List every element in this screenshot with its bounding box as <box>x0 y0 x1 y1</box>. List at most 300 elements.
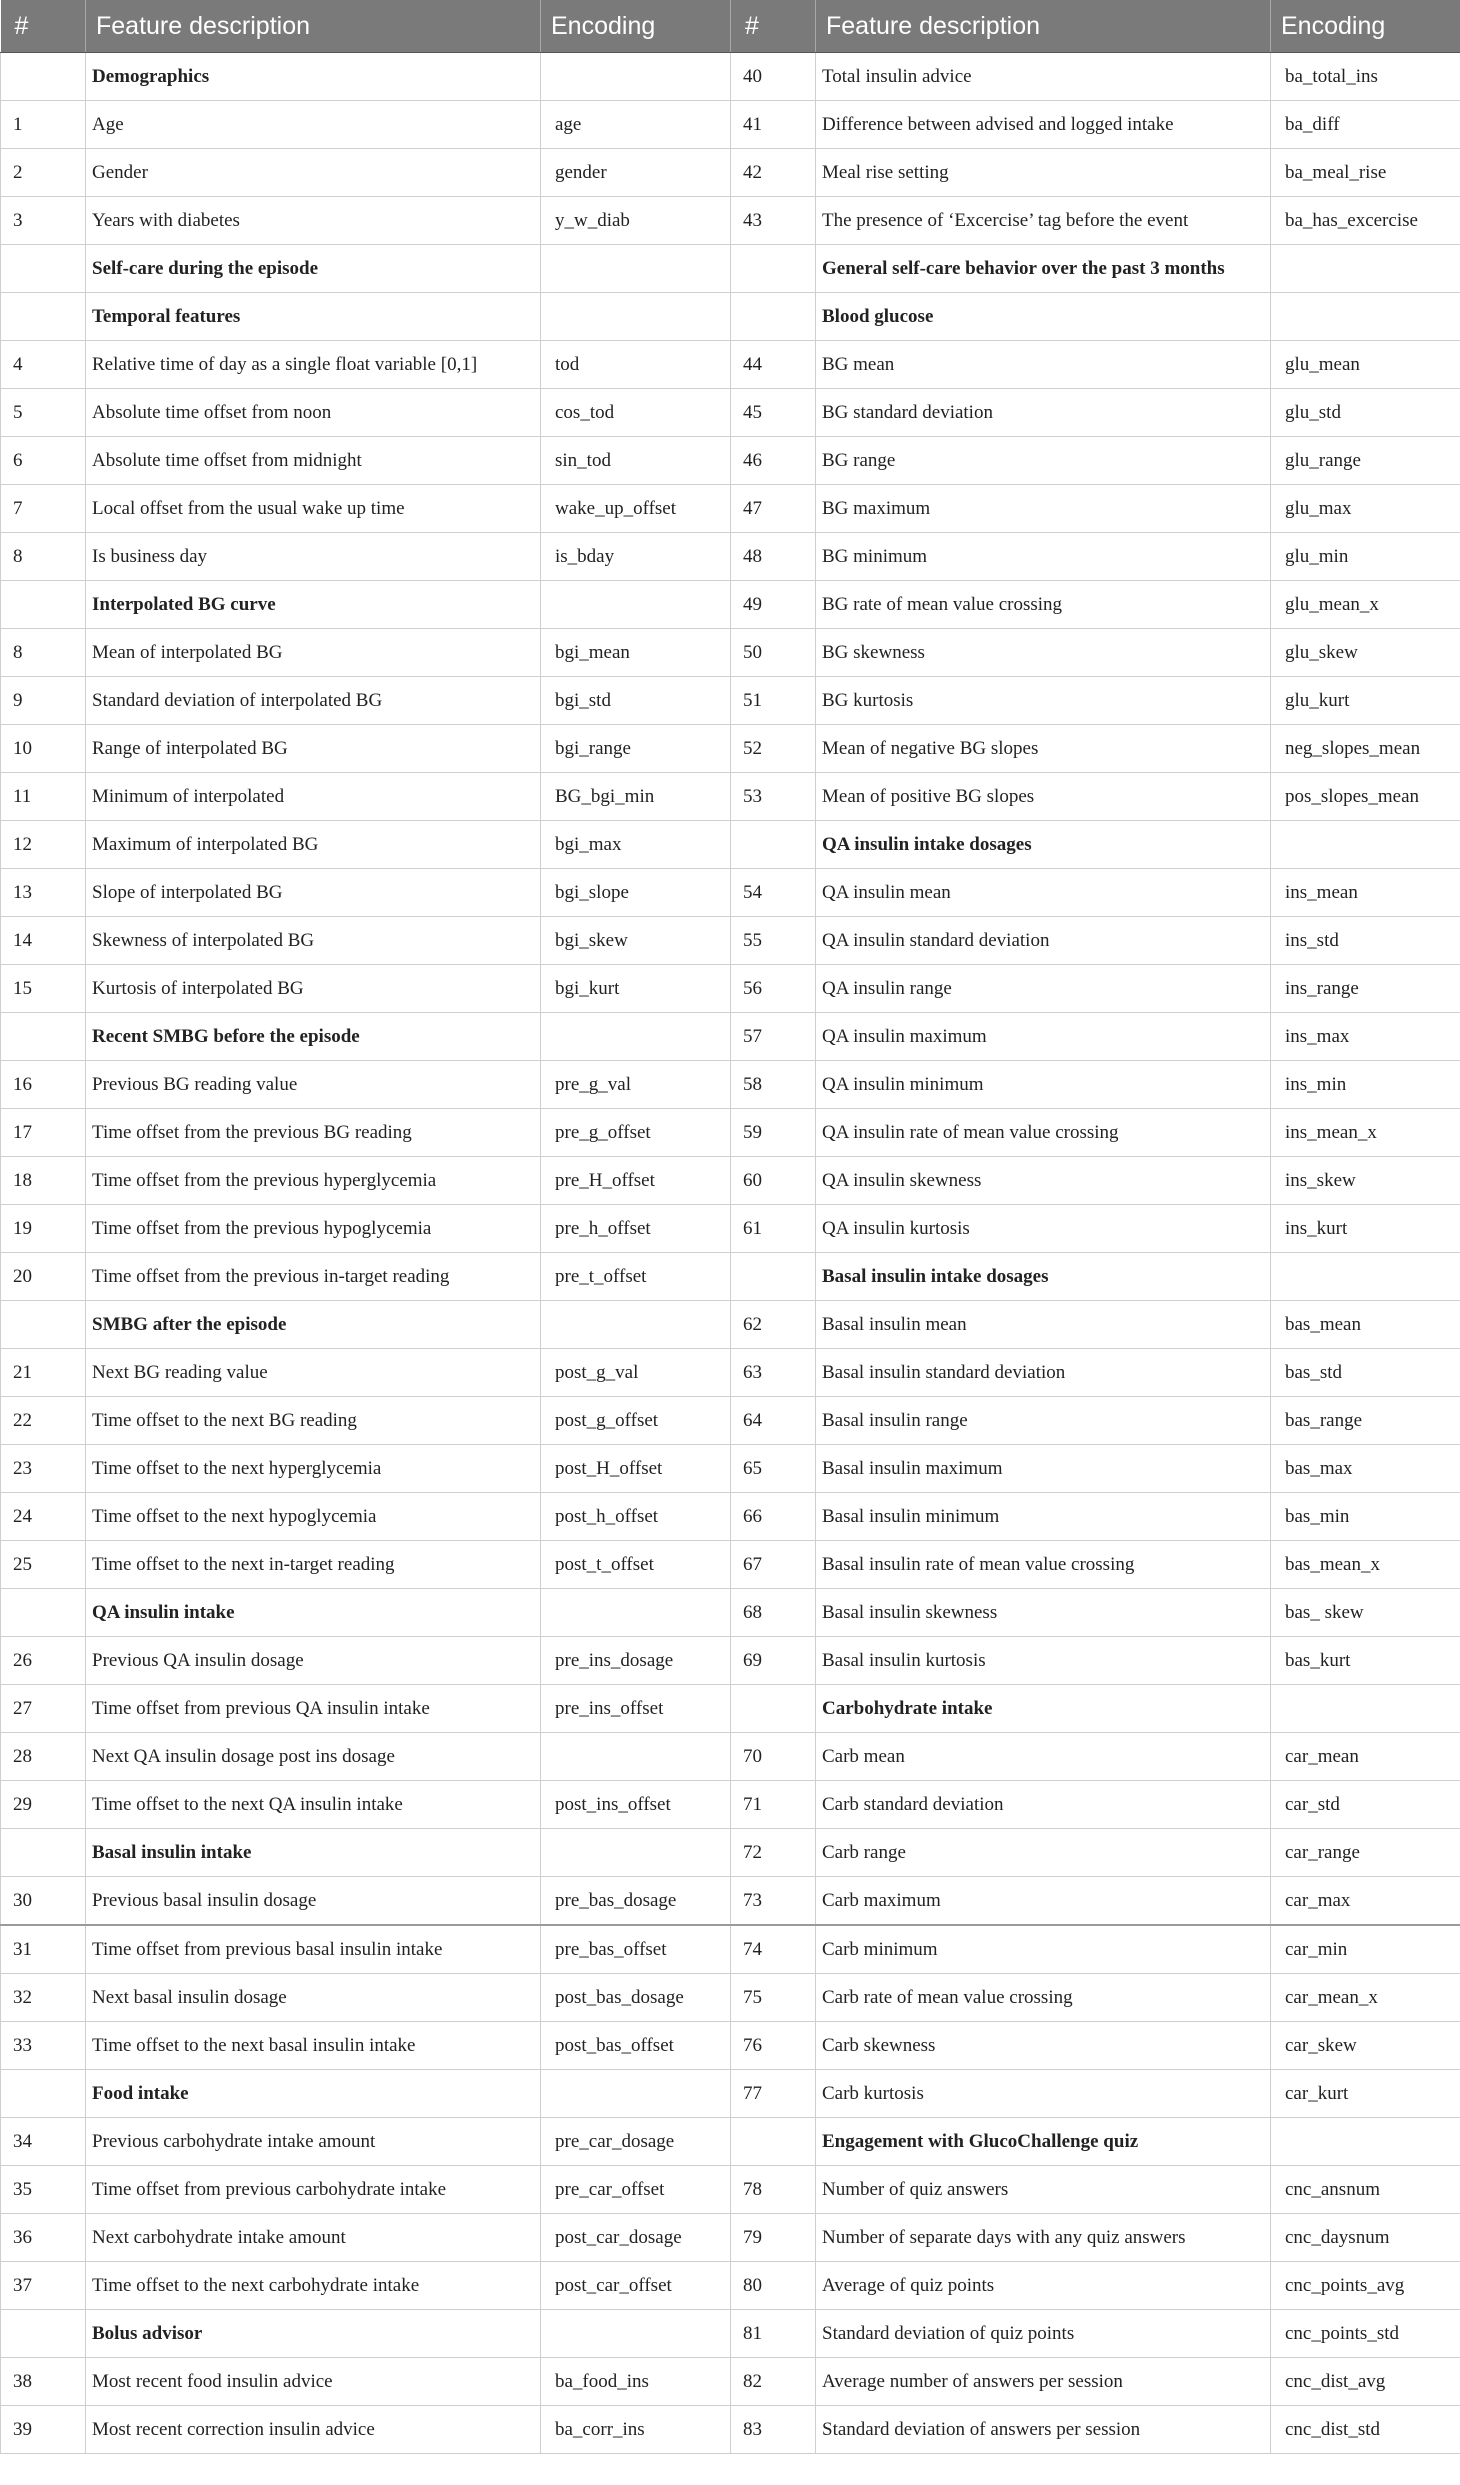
cell-encoding-right: car_min <box>1271 1925 1460 1974</box>
cell-encoding-left: pre_car_offset <box>541 2166 731 2214</box>
section-heading-description-left: SMBG after the episode <box>86 1301 541 1349</box>
table-row <box>1 1301 1460 1349</box>
cell-number-right <box>731 293 816 341</box>
cell-encoding-left: pre_h_offset <box>541 1205 731 1253</box>
table-row <box>1 1205 1460 1253</box>
table-header <box>1 0 1460 53</box>
cell-encoding-right: bas_mean <box>1271 1301 1460 1349</box>
cell-description-left: Range of interpolated BG <box>86 725 541 773</box>
cell-number-right: 68 <box>731 1589 816 1637</box>
table-row <box>1 2358 1460 2406</box>
cell-description-left: Time offset to the next hyperglycemia <box>86 1445 541 1493</box>
cell-description-right: Standard deviation of answers per session <box>816 2406 1271 2454</box>
table-row <box>1 1061 1460 1109</box>
cell-description-left: Time offset from previous carbohydrate intake <box>86 2166 541 2214</box>
cell-encoding-left <box>541 245 731 293</box>
cell-description-right: BG kurtosis <box>816 677 1271 725</box>
table-row <box>1 677 1460 725</box>
cell-encoding-right: car_std <box>1271 1781 1460 1829</box>
table-row <box>1 1493 1460 1541</box>
cell-encoding-right <box>1271 1685 1460 1733</box>
cell-number-left: 4 <box>1 341 86 389</box>
table-row <box>1 1013 1460 1061</box>
cell-number-left: 8 <box>1 629 86 677</box>
cell-encoding-left: pre_t_offset <box>541 1253 731 1301</box>
table-row <box>1 581 1460 629</box>
cell-number-left: 34 <box>1 2118 86 2166</box>
cell-number-left <box>1 245 86 293</box>
cell-description-left: Minimum of interpolated <box>86 773 541 821</box>
cell-number-left <box>1 581 86 629</box>
cell-description-left: Age <box>86 101 541 149</box>
table-row <box>1 1109 1460 1157</box>
cell-number-left <box>1 1589 86 1637</box>
cell-number-right: 83 <box>731 2406 816 2454</box>
cell-number-right: 51 <box>731 677 816 725</box>
cell-description-right: Basal insulin maximum <box>816 1445 1271 1493</box>
cell-encoding-right: ba_total_ins <box>1271 53 1460 101</box>
section-heading-description-right: Engagement with GlucoChallenge quiz <box>816 2118 1271 2166</box>
cell-description-left: Time offset to the next QA insulin intake <box>86 1781 541 1829</box>
cell-description-right: Number of quiz answers <box>816 2166 1271 2214</box>
cell-number-right: 45 <box>731 389 816 437</box>
cell-number-right: 49 <box>731 581 816 629</box>
table-row <box>1 821 1460 869</box>
cell-number-right: 61 <box>731 1205 816 1253</box>
cell-description-right: QA insulin kurtosis <box>816 1205 1271 1253</box>
cell-number-left: 15 <box>1 965 86 1013</box>
cell-number-right: 65 <box>731 1445 816 1493</box>
header-encoding-right: Encoding <box>1271 0 1460 53</box>
section-heading-description-right: General self-care behavior over the past 3 months <box>816 245 1271 293</box>
section-heading-description-right: Carbohydrate intake <box>816 1685 1271 1733</box>
cell-encoding-right: bas_min <box>1271 1493 1460 1541</box>
cell-encoding-left <box>541 1829 731 1877</box>
cell-number-right: 75 <box>731 1974 816 2022</box>
cell-description-left: Most recent correction insulin advice <box>86 2406 541 2454</box>
cell-number-right: 59 <box>731 1109 816 1157</box>
cell-description-left: Previous BG reading value <box>86 1061 541 1109</box>
cell-number-left: 23 <box>1 1445 86 1493</box>
header-description-right: Feature description <box>816 0 1271 53</box>
cell-encoding-right <box>1271 2118 1460 2166</box>
cell-description-left: Time offset to the next carbohydrate intake <box>86 2262 541 2310</box>
cell-number-left: 31 <box>1 1925 86 1974</box>
table-row <box>1 2070 1460 2118</box>
cell-description-right: QA insulin minimum <box>816 1061 1271 1109</box>
section-heading-description-left: QA insulin intake <box>86 1589 541 1637</box>
cell-number-right: 54 <box>731 869 816 917</box>
table-row <box>1 53 1460 101</box>
cell-description-right: The presence of ‘Excercise’ tag before the event <box>816 197 1271 245</box>
cell-encoding-left: bgi_range <box>541 725 731 773</box>
cell-encoding-right: bas_range <box>1271 1397 1460 1445</box>
cell-number-right: 41 <box>731 101 816 149</box>
cell-description-left: Time offset from previous basal insulin intake <box>86 1925 541 1974</box>
cell-number-left: 20 <box>1 1253 86 1301</box>
cell-encoding-right: glu_kurt <box>1271 677 1460 725</box>
cell-encoding-right <box>1271 245 1460 293</box>
cell-description-right: Basal insulin standard deviation <box>816 1349 1271 1397</box>
cell-encoding-left: pre_H_offset <box>541 1157 731 1205</box>
table-row <box>1 149 1460 197</box>
cell-number-right: 47 <box>731 485 816 533</box>
cell-description-right: Carb mean <box>816 1733 1271 1781</box>
cell-number-left: 14 <box>1 917 86 965</box>
cell-number-right: 62 <box>731 1301 816 1349</box>
cell-number-left <box>1 1829 86 1877</box>
cell-encoding-right: glu_std <box>1271 389 1460 437</box>
cell-encoding-left: bgi_max <box>541 821 731 869</box>
cell-number-right <box>731 821 816 869</box>
cell-encoding-right: bas_mean_x <box>1271 1541 1460 1589</box>
cell-description-right: BG minimum <box>816 533 1271 581</box>
cell-description-left: Next carbohydrate intake amount <box>86 2214 541 2262</box>
table-row <box>1 869 1460 917</box>
table-row <box>1 1445 1460 1493</box>
cell-description-right: QA insulin rate of mean value crossing <box>816 1109 1271 1157</box>
cell-number-right: 57 <box>731 1013 816 1061</box>
cell-encoding-left: pre_g_offset <box>541 1109 731 1157</box>
cell-number-right: 67 <box>731 1541 816 1589</box>
cell-number-left: 27 <box>1 1685 86 1733</box>
header-encoding-left: Encoding <box>541 0 731 53</box>
table-row <box>1 2214 1460 2262</box>
cell-number-right <box>731 2118 816 2166</box>
cell-number-left <box>1 293 86 341</box>
cell-encoding-right <box>1271 293 1460 341</box>
table-row <box>1 1637 1460 1685</box>
cell-encoding-left: post_g_offset <box>541 1397 731 1445</box>
cell-description-left: Mean of interpolated BG <box>86 629 541 677</box>
cell-description-right: BG mean <box>816 341 1271 389</box>
cell-number-right: 70 <box>731 1733 816 1781</box>
cell-number-left: 19 <box>1 1205 86 1253</box>
cell-number-left: 13 <box>1 869 86 917</box>
cell-number-right <box>731 1253 816 1301</box>
cell-encoding-right: car_kurt <box>1271 2070 1460 2118</box>
cell-encoding-left: bgi_slope <box>541 869 731 917</box>
cell-number-right: 82 <box>731 2358 816 2406</box>
cell-description-left: Next basal insulin dosage <box>86 1974 541 2022</box>
cell-encoding-left: pre_bas_dosage <box>541 1877 731 1926</box>
cell-number-left: 25 <box>1 1541 86 1589</box>
cell-description-left: Maximum of interpolated BG <box>86 821 541 869</box>
table-row <box>1 341 1460 389</box>
table-row <box>1 533 1460 581</box>
cell-description-left: Time offset to the next in-target reading <box>86 1541 541 1589</box>
cell-encoding-left <box>541 1013 731 1061</box>
cell-encoding-right: ins_std <box>1271 917 1460 965</box>
cell-number-left: 10 <box>1 725 86 773</box>
cell-encoding-right: ins_mean_x <box>1271 1109 1460 1157</box>
cell-number-right: 71 <box>731 1781 816 1829</box>
section-heading-description-right: QA insulin intake dosages <box>816 821 1271 869</box>
cell-encoding-left <box>541 53 731 101</box>
cell-description-right: Carb range <box>816 1829 1271 1877</box>
cell-number-left: 37 <box>1 2262 86 2310</box>
cell-description-right: Average number of answers per session <box>816 2358 1271 2406</box>
table-row <box>1 485 1460 533</box>
cell-encoding-right: neg_slopes_mean <box>1271 725 1460 773</box>
cell-encoding-right: glu_mean <box>1271 341 1460 389</box>
cell-number-right: 46 <box>731 437 816 485</box>
cell-description-right: Basal insulin range <box>816 1397 1271 1445</box>
cell-description-left: Previous basal insulin dosage <box>86 1877 541 1926</box>
cell-description-left: Local offset from the usual wake up time <box>86 485 541 533</box>
cell-number-right: 64 <box>731 1397 816 1445</box>
cell-description-left: Time offset from previous QA insulin intake <box>86 1685 541 1733</box>
cell-description-left: Time offset to the next hypoglycemia <box>86 1493 541 1541</box>
cell-encoding-left: is_bday <box>541 533 731 581</box>
cell-encoding-right <box>1271 821 1460 869</box>
section-heading-description-left: Temporal features <box>86 293 541 341</box>
cell-encoding-right: car_mean <box>1271 1733 1460 1781</box>
cell-number-right: 50 <box>731 629 816 677</box>
cell-encoding-left: bgi_kurt <box>541 965 731 1013</box>
table-row <box>1 773 1460 821</box>
cell-description-left: Time offset from the previous BG reading <box>86 1109 541 1157</box>
cell-encoding-right: ins_mean <box>1271 869 1460 917</box>
cell-encoding-left: post_H_offset <box>541 1445 731 1493</box>
cell-description-left: Next QA insulin dosage post ins dosage <box>86 1733 541 1781</box>
cell-description-right: QA insulin range <box>816 965 1271 1013</box>
cell-number-left: 17 <box>1 1109 86 1157</box>
cell-number-left: 6 <box>1 437 86 485</box>
table-row <box>1 1733 1460 1781</box>
header-row <box>1 0 1460 53</box>
cell-description-right: QA insulin standard deviation <box>816 917 1271 965</box>
cell-encoding-left: post_bas_dosage <box>541 1974 731 2022</box>
section-heading-description-left: Interpolated BG curve <box>86 581 541 629</box>
cell-encoding-left: post_car_dosage <box>541 2214 731 2262</box>
table-row <box>1 2310 1460 2358</box>
section-heading-description-left: Bolus advisor <box>86 2310 541 2358</box>
cell-encoding-left: pre_bas_offset <box>541 1925 731 1974</box>
cell-description-left: Absolute time offset from midnight <box>86 437 541 485</box>
cell-number-left: 8 <box>1 533 86 581</box>
cell-number-left <box>1 1013 86 1061</box>
cell-encoding-right: cnc_points_std <box>1271 2310 1460 2358</box>
cell-number-right: 79 <box>731 2214 816 2262</box>
cell-description-right: BG range <box>816 437 1271 485</box>
table-row <box>1 965 1460 1013</box>
cell-description-left: Relative time of day as a single float variable [0,1] <box>86 341 541 389</box>
cell-number-right: 43 <box>731 197 816 245</box>
cell-number-right: 52 <box>731 725 816 773</box>
table-row <box>1 2118 1460 2166</box>
cell-number-left: 38 <box>1 2358 86 2406</box>
table-row <box>1 1685 1460 1733</box>
cell-description-left: Time offset to the next basal insulin intake <box>86 2022 541 2070</box>
cell-description-right: Basal insulin minimum <box>816 1493 1271 1541</box>
cell-description-right: Carb standard deviation <box>816 1781 1271 1829</box>
cell-encoding-right: bas_max <box>1271 1445 1460 1493</box>
cell-encoding-left <box>541 581 731 629</box>
cell-encoding-right: glu_min <box>1271 533 1460 581</box>
cell-encoding-right: ins_min <box>1271 1061 1460 1109</box>
table-row <box>1 293 1460 341</box>
cell-description-left: Time offset from the previous in-target reading <box>86 1253 541 1301</box>
section-heading-description-right: Blood glucose <box>816 293 1271 341</box>
cell-number-left: 7 <box>1 485 86 533</box>
cell-description-left: Standard deviation of interpolated BG <box>86 677 541 725</box>
cell-encoding-left: post_car_offset <box>541 2262 731 2310</box>
cell-number-left: 32 <box>1 1974 86 2022</box>
cell-encoding-right: ins_range <box>1271 965 1460 1013</box>
cell-description-left: Kurtosis of interpolated BG <box>86 965 541 1013</box>
cell-encoding-left <box>541 2310 731 2358</box>
cell-number-right: 73 <box>731 1877 816 1926</box>
cell-encoding-left: pre_g_val <box>541 1061 731 1109</box>
table-row <box>1 2406 1460 2454</box>
cell-number-left: 5 <box>1 389 86 437</box>
cell-description-right: Number of separate days with any quiz answers <box>816 2214 1271 2262</box>
cell-encoding-left: gender <box>541 149 731 197</box>
cell-description-right: Carb skewness <box>816 2022 1271 2070</box>
table-body <box>1 53 1460 2454</box>
table-row <box>1 389 1460 437</box>
cell-number-right: 55 <box>731 917 816 965</box>
cell-number-right: 80 <box>731 2262 816 2310</box>
cell-encoding-left: bgi_std <box>541 677 731 725</box>
section-heading-description-right: Basal insulin intake dosages <box>816 1253 1271 1301</box>
cell-encoding-right: glu_range <box>1271 437 1460 485</box>
cell-description-right: Basal insulin mean <box>816 1301 1271 1349</box>
cell-encoding-left: ba_corr_ins <box>541 2406 731 2454</box>
cell-encoding-left <box>541 2070 731 2118</box>
table-row <box>1 917 1460 965</box>
cell-description-right: BG skewness <box>816 629 1271 677</box>
cell-encoding-right: bas_ skew <box>1271 1589 1460 1637</box>
cell-encoding-left: y_w_diab <box>541 197 731 245</box>
cell-number-right: 69 <box>731 1637 816 1685</box>
table-row <box>1 1157 1460 1205</box>
cell-number-right: 76 <box>731 2022 816 2070</box>
cell-number-left: 2 <box>1 149 86 197</box>
cell-number-left: 16 <box>1 1061 86 1109</box>
cell-description-left: Time offset to the next BG reading <box>86 1397 541 1445</box>
cell-number-right: 81 <box>731 2310 816 2358</box>
section-heading-description-left: Recent SMBG before the episode <box>86 1013 541 1061</box>
cell-description-right: Basal insulin kurtosis <box>816 1637 1271 1685</box>
cell-description-right: Basal insulin skewness <box>816 1589 1271 1637</box>
cell-description-right: Mean of positive BG slopes <box>816 773 1271 821</box>
cell-encoding-right: ins_skew <box>1271 1157 1460 1205</box>
cell-number-right <box>731 1685 816 1733</box>
cell-number-left: 21 <box>1 1349 86 1397</box>
cell-description-right: Carb minimum <box>816 1925 1271 1974</box>
cell-description-left: Next BG reading value <box>86 1349 541 1397</box>
cell-encoding-left <box>541 1733 731 1781</box>
cell-number-right: 48 <box>731 533 816 581</box>
cell-encoding-left: post_bas_offset <box>541 2022 731 2070</box>
cell-encoding-right: pos_slopes_mean <box>1271 773 1460 821</box>
section-heading-description-left: Basal insulin intake <box>86 1829 541 1877</box>
cell-encoding-right: cnc_daysnum <box>1271 2214 1460 2262</box>
cell-encoding-left: pre_car_dosage <box>541 2118 731 2166</box>
table-row <box>1 1397 1460 1445</box>
cell-encoding-right: cnc_ansnum <box>1271 2166 1460 2214</box>
cell-number-left <box>1 2310 86 2358</box>
table-row <box>1 101 1460 149</box>
cell-description-left: Skewness of interpolated BG <box>86 917 541 965</box>
cell-number-left: 3 <box>1 197 86 245</box>
table-row <box>1 1349 1460 1397</box>
cell-encoding-right: ins_max <box>1271 1013 1460 1061</box>
cell-description-right: Mean of negative BG slopes <box>816 725 1271 773</box>
cell-encoding-left <box>541 1301 731 1349</box>
cell-encoding-left: bgi_skew <box>541 917 731 965</box>
section-heading-description-left: Self-care during the episode <box>86 245 541 293</box>
cell-number-right: 63 <box>731 1349 816 1397</box>
section-heading-description-left: Food intake <box>86 2070 541 2118</box>
cell-description-right: Carb rate of mean value crossing <box>816 1974 1271 2022</box>
cell-description-right: BG standard deviation <box>816 389 1271 437</box>
cell-description-right: Basal insulin rate of mean value crossing <box>816 1541 1271 1589</box>
cell-encoding-right: ba_has_excercise <box>1271 197 1460 245</box>
cell-number-left: 36 <box>1 2214 86 2262</box>
cell-encoding-right: ba_diff <box>1271 101 1460 149</box>
cell-number-right: 60 <box>731 1157 816 1205</box>
cell-description-right: BG maximum <box>816 485 1271 533</box>
cell-description-left: Previous carbohydrate intake amount <box>86 2118 541 2166</box>
cell-number-left <box>1 2070 86 2118</box>
cell-description-right: Carb kurtosis <box>816 2070 1271 2118</box>
cell-number-right: 78 <box>731 2166 816 2214</box>
cell-encoding-right: cnc_points_avg <box>1271 2262 1460 2310</box>
cell-number-right: 58 <box>731 1061 816 1109</box>
cell-number-left: 22 <box>1 1397 86 1445</box>
cell-number-right: 40 <box>731 53 816 101</box>
cell-description-left: Gender <box>86 149 541 197</box>
cell-description-right: QA insulin skewness <box>816 1157 1271 1205</box>
cell-number-left: 39 <box>1 2406 86 2454</box>
cell-encoding-right <box>1271 1253 1460 1301</box>
cell-number-right: 66 <box>731 1493 816 1541</box>
cell-encoding-left: pre_ins_dosage <box>541 1637 731 1685</box>
table-row <box>1 1589 1460 1637</box>
cell-number-left <box>1 1301 86 1349</box>
cell-encoding-right: glu_max <box>1271 485 1460 533</box>
cell-encoding-right: car_range <box>1271 1829 1460 1877</box>
cell-encoding-right: ba_meal_rise <box>1271 149 1460 197</box>
cell-encoding-left <box>541 293 731 341</box>
table-row <box>1 725 1460 773</box>
cell-encoding-right: glu_mean_x <box>1271 581 1460 629</box>
cell-description-left: Years with diabetes <box>86 197 541 245</box>
cell-description-right: QA insulin maximum <box>816 1013 1271 1061</box>
cell-encoding-left: bgi_mean <box>541 629 731 677</box>
cell-encoding-left: post_ins_offset <box>541 1781 731 1829</box>
cell-encoding-right: bas_kurt <box>1271 1637 1460 1685</box>
cell-number-left: 33 <box>1 2022 86 2070</box>
table-row <box>1 245 1460 293</box>
cell-encoding-left: sin_tod <box>541 437 731 485</box>
cell-number-left: 35 <box>1 2166 86 2214</box>
cell-number-right: 56 <box>731 965 816 1013</box>
cell-number-left: 11 <box>1 773 86 821</box>
cell-number-right <box>731 245 816 293</box>
table-row <box>1 1829 1460 1877</box>
cell-description-left: Absolute time offset from noon <box>86 389 541 437</box>
cell-number-left <box>1 53 86 101</box>
cell-description-left: Is business day <box>86 533 541 581</box>
cell-description-right: Standard deviation of quiz points <box>816 2310 1271 2358</box>
cell-number-right: 74 <box>731 1925 816 1974</box>
header-description-left: Feature description <box>86 0 541 53</box>
section-heading-description-left: Demographics <box>86 53 541 101</box>
